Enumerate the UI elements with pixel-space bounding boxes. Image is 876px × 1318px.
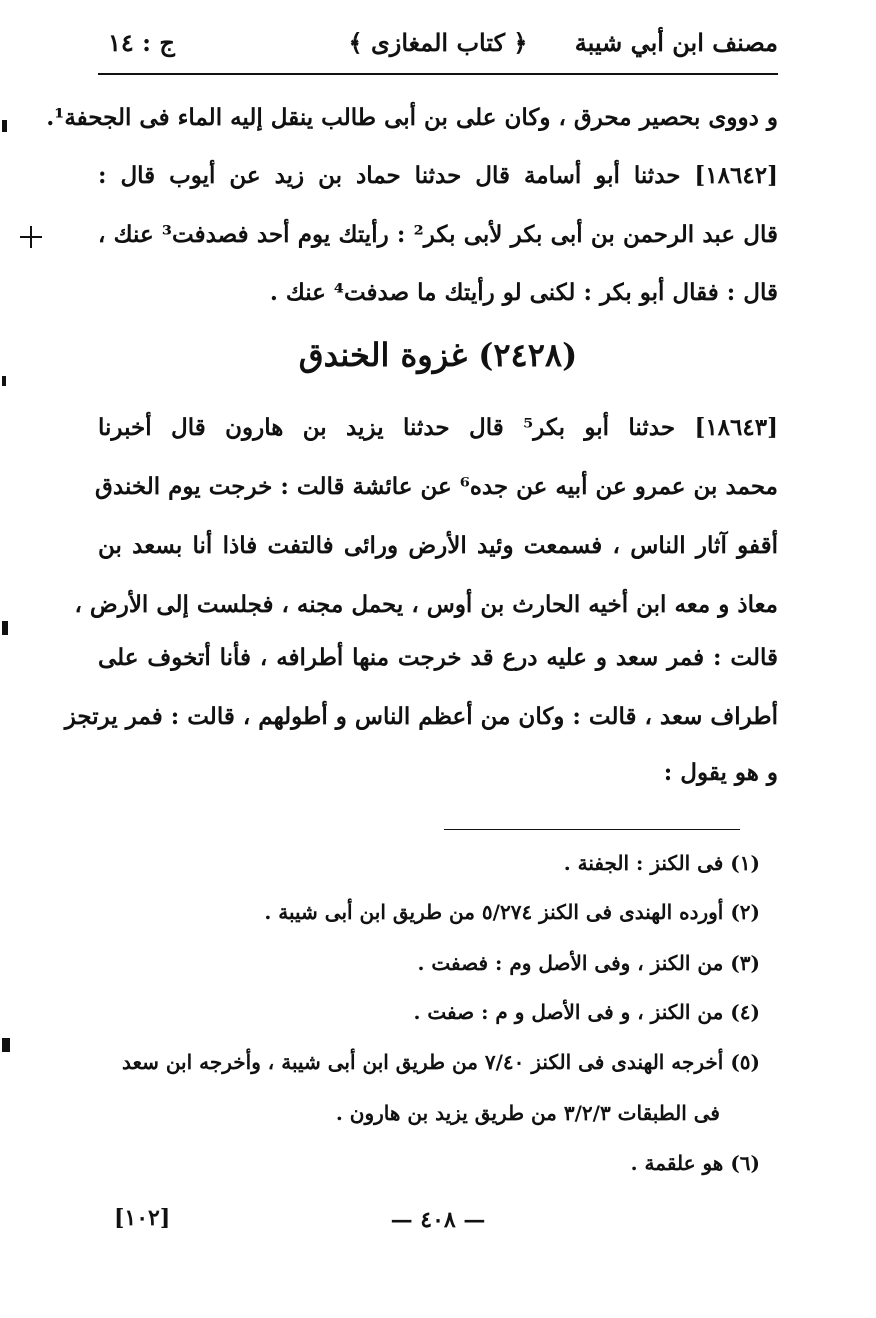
text-line: معاذ و معه ابن أخيه الحارث بن أوس ، يحمل مجنه ، فجلست إلى الأرض ، bbox=[74, 591, 778, 618]
hadith-line: [١٨٦٤٣] حدثنا أبو بكر⁵ قال حدثنا يزيد بن هارون قال أخبرنا bbox=[98, 414, 778, 441]
footnote: (١) فى الكنز : الجفنة . bbox=[563, 851, 760, 875]
text-line: و دووى بحصير محرق ، وكان على بن أبى طالب ينقل إليه الماء فى الجحفة¹. bbox=[46, 104, 778, 131]
scan-mark bbox=[2, 120, 7, 132]
text-line: محمد بن عمرو عن أبيه عن جده⁶ عن عائشة قالت : خرجت يوم الخندق bbox=[95, 473, 778, 500]
section-title: (٢٤٢٨) غزوة الخندق bbox=[298, 336, 578, 374]
footnote: (٣) من الكنز ، وفى الأصل وم : فصفت . bbox=[417, 951, 760, 975]
footnote: (٥) أخرجه الهندى فى الكنز ٧/٤٠ من طريق ابن أبى شيبة ، وأخرجه ابن سعد bbox=[121, 1050, 760, 1074]
book-title: مصنف ابن أبي شيبة bbox=[574, 28, 778, 57]
text-line: قالت : فمر سعد و عليه درع قد خرجت منها أطرافه ، فأنا أتخوف على bbox=[98, 644, 778, 671]
text-line: و هو يقول : bbox=[663, 759, 778, 786]
original-page-number: [١٠٢] bbox=[114, 1205, 171, 1231]
footnote-continuation: فى الطبقات ٣/٢/٣ من طريق يزيد بن هارون . bbox=[335, 1101, 720, 1125]
scan-mark bbox=[2, 1038, 10, 1052]
header-rule bbox=[98, 73, 778, 75]
footnote: (٢) أورده الهندى فى الكنز ٥/٢٧٤ من طريق ابن أبى شيبة . bbox=[264, 900, 760, 924]
text-line: أقفو آثار الناس ، فسمعت وئيد الأرض ورائى فالتفت فاذا أنا بسعد بن bbox=[98, 532, 778, 559]
footnote-rule bbox=[444, 829, 740, 830]
text-line: أطراف سعد ، قالت : وكان من أعظم الناس و أطولهم ، قالت : فمر يرتجز bbox=[64, 703, 778, 730]
footnote: (٤) من الكنز ، و فى الأصل و م : صفت . bbox=[413, 1000, 760, 1024]
volume-number: ج : ١٤ bbox=[108, 28, 175, 57]
scan-mark bbox=[2, 376, 6, 386]
text-line: قال عبد الرحمن بن أبى بكر لأبى بكر² : رأيتك يوم أحد فصدفت³ عنك ، bbox=[98, 221, 778, 248]
scan-mark bbox=[2, 621, 8, 635]
chapter-title: ﴿ كتاب المغازى ﴾ bbox=[348, 28, 528, 57]
hadith-line: [١٨٦٤٢] حدثنا أبو أسامة قال حدثنا حماد بن زيد عن أيوب قال : bbox=[98, 162, 778, 189]
text-line: قال : فقال أبو بكر : لكنى لو رأيتك ما صدفت⁴ عنك . bbox=[269, 279, 778, 306]
footnote: (٦) هو علقمة . bbox=[630, 1151, 760, 1175]
page-number: — ٤٠٨ — bbox=[390, 1207, 486, 1233]
scan-mark bbox=[30, 226, 32, 248]
